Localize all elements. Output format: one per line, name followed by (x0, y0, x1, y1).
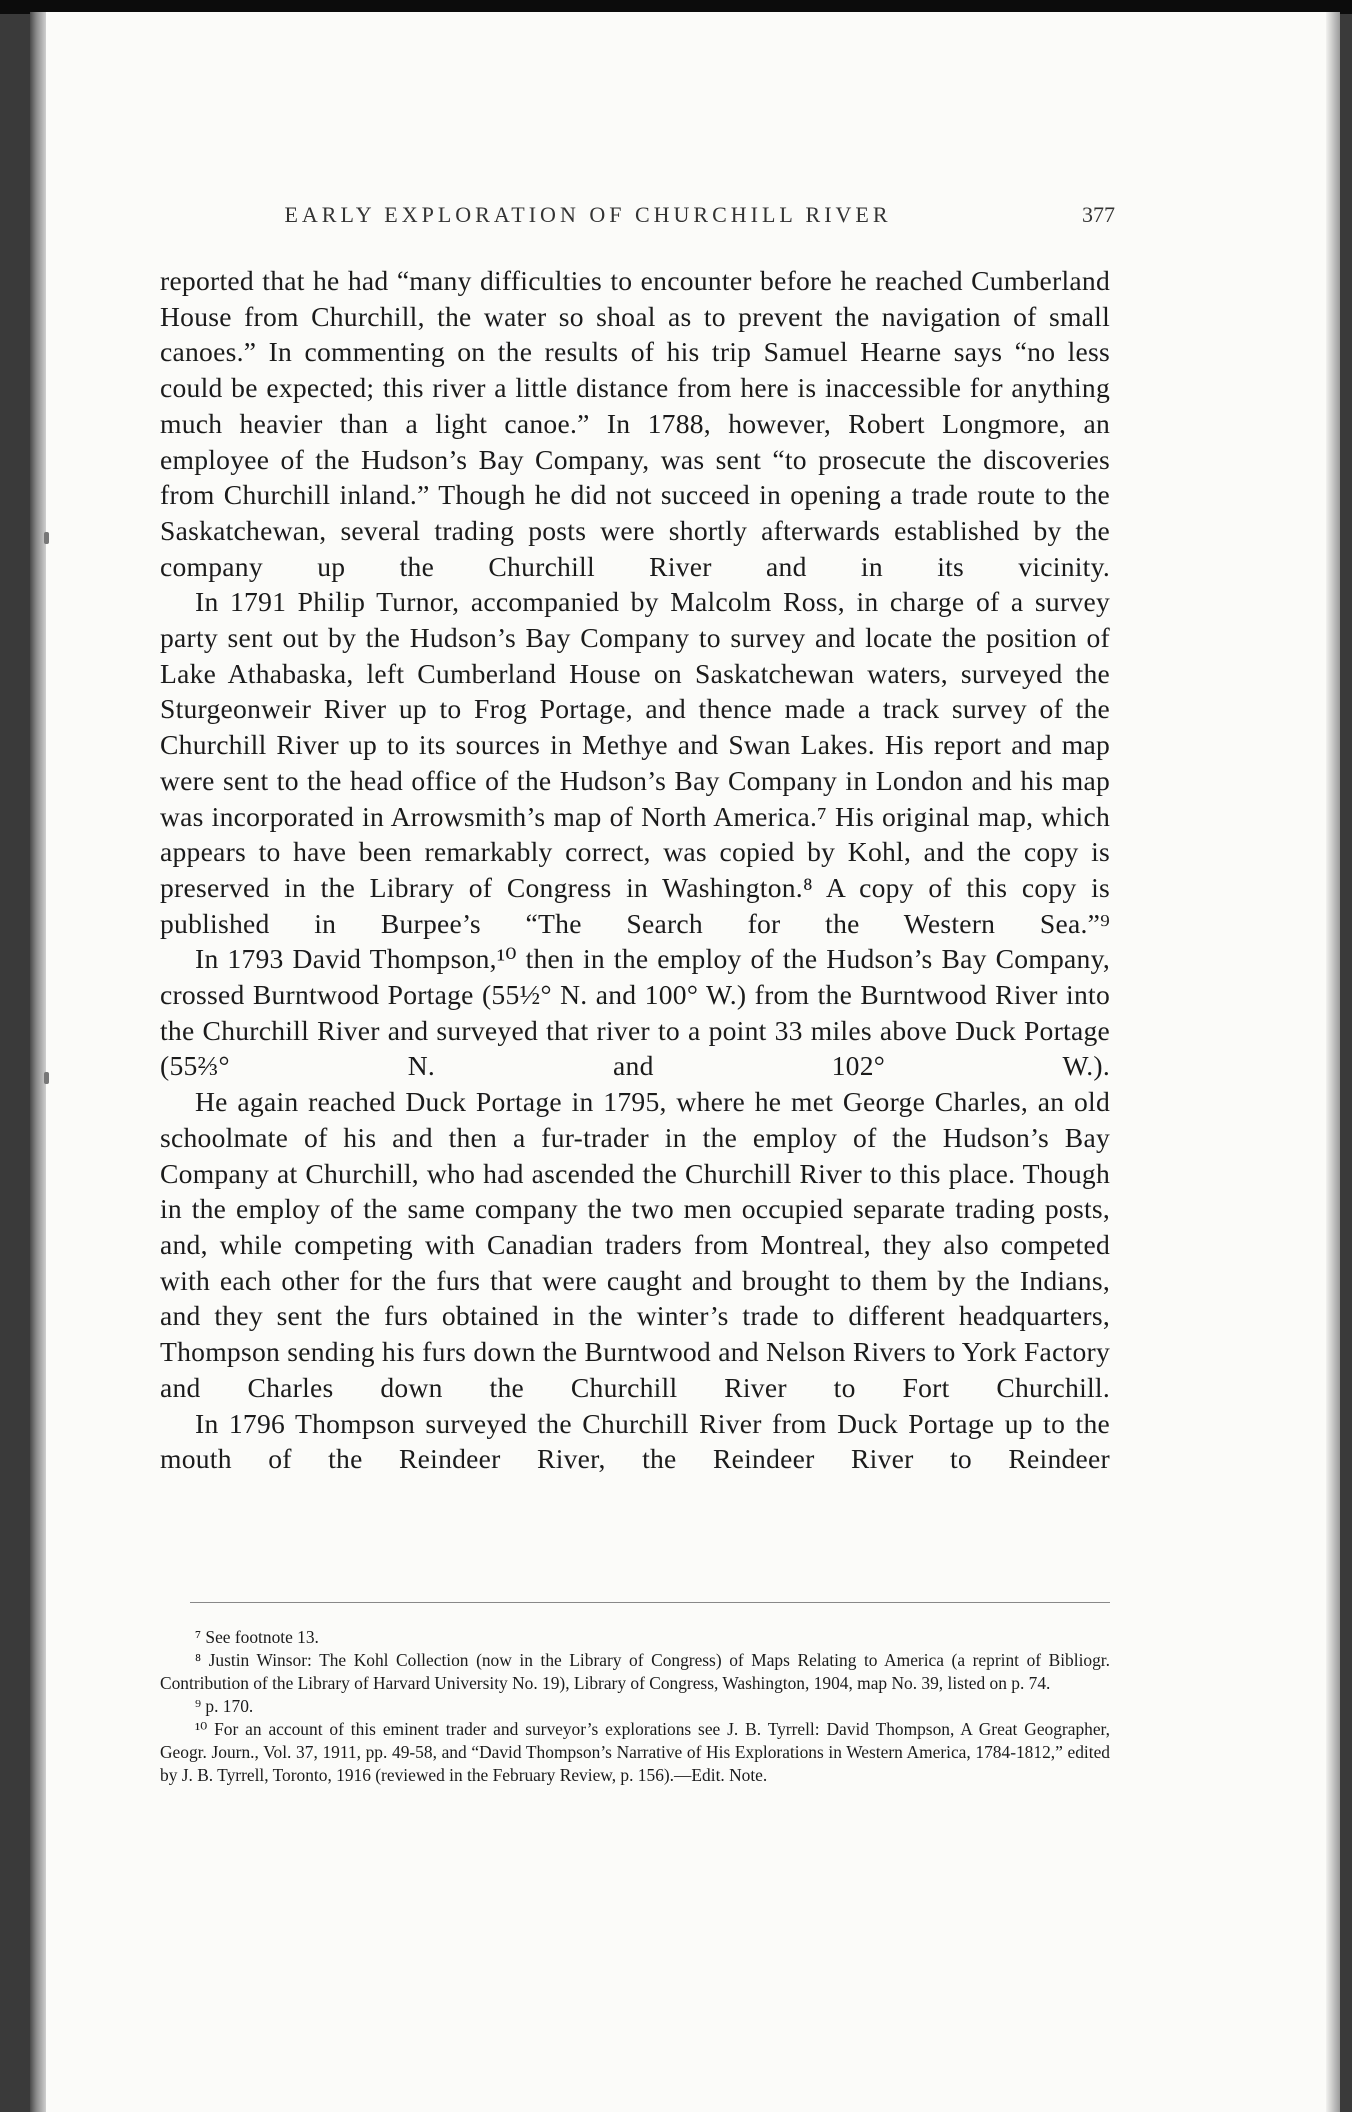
paragraph: In 1796 Thompson surveyed the Churchill River from Duck Portage up to the mouth of the Reindeer River, the Reindeer River to Reindeer (160, 1407, 1110, 1475)
paragraph: In 1791 Philip Turnor, accompanied by Malcolm Ross, in charge of a survey party sent out by the Hudson’s Bay Company to survey and locate the position of Lake Athabaska, left Cumberland House on Saskatchewan waters, surveyed the Sturgeonweir River up to Frog Portage, and thence made a track survey of the Churchill River up to its sources in Methye and Swan Lakes. His report and map were sent to the head office of the Hudson’s Bay Company in London and his map was incorporated in Arrowsmith’s map of North America.⁷ His original map, which appears to have been remarkably correct, was copied by Kohl, and the copy is preserved in the Library of Congress in Washington.⁸ A copy of this copy is published in Burpee’s “The Search for the Western Sea.”⁹ (160, 586, 1110, 939)
footnote: ⁸ Justin Winsor: The Kohl Collection (now in the Library of Congress) of Maps Relating to America (a reprint of Bibliogr. Contribution of the Library of Harvard University No. 19), Library of Congress, Washington, 1904, map No. 39, listed on p. 74. (160, 1650, 1110, 1693)
paragraph: He again reached Duck Portage in 1795, where he met George Charles, an old schoolmate of his and then a fur-trader in the employ of the Hudson’s Bay Company at Churchill, who had ascended the Churchill River to this place. Though in the employ of the same company the two men occupied separate trading posts, and, while competing with Canadian traders from Montreal, they also competed with each other for the furs that were caught and brought to them by the Indians, and they sent the furs obtained in the winter’s trade to different headquarters, Thompson sending his furs down the Burntwood and Nelson Rivers to York Factory and Charles down the Churchill River to Fort Churchill. (160, 1086, 1110, 1403)
paragraph: In 1793 David Thompson,¹⁰ then in the employ of the Hudson’s Bay Company, crossed Burntwood Portage (55½° N. and 100° W.) from the Burntwood River into the Churchill River and surveyed that river to a point 33 miles above Duck Portage (55⅔° N. and 102° W.). (160, 943, 1110, 1082)
footnote-rule (190, 1602, 1110, 1603)
footnote: ¹⁰ For an account of this eminent trader and surveyor’s explorations see J. B. Tyrrell: David Thompson, A Great Geographer, Geogr. Journ., Vol. 37, 1911, pp. 49-58, and “David Thompson’s Narrative of His Explorations in Western America, 1784-1812,” edited by J. B. Tyrrell, Toronto, 1916 (reviewed in the February Review, p. 156).—Edit. Note. (160, 1719, 1110, 1785)
page-right-edge (1326, 12, 1340, 2112)
footnote: ⁹ p. 170. (195, 1696, 254, 1716)
footnote: ⁷ See footnote 13. (195, 1627, 319, 1647)
binding-mark (44, 532, 49, 544)
paragraph: reported that he had “many difficulties to encounter before he reached Cumberland House from Churchill, the water so shoal as to prevent the navigation of small canoes.” In commenting on the results of his trip Samuel Hearne says “no less could be expected; this river a little distance from here is inaccessible for anything much heavier than a light canoe.” In 1788, however, Robert Longmore, an employee of the Hudson’s Bay Company, was sent “to prosecute the discoveries from Churchill inland.” Though he did not succeed in opening a trade route to the Saskatchewan, several trading posts were shortly afterwards established by the company up the Churchill River and in its vicinity. (160, 265, 1110, 582)
page-spine-shadow (30, 12, 46, 2112)
binding-mark (44, 1072, 49, 1084)
footnotes (160, 1626, 1110, 1787)
running-head-title: EARLY EXPLORATION OF CHURCHILL RIVER (284, 202, 892, 227)
body-text (160, 263, 1110, 1477)
page-number: 377 (1082, 202, 1115, 227)
book-page (30, 12, 1340, 2112)
